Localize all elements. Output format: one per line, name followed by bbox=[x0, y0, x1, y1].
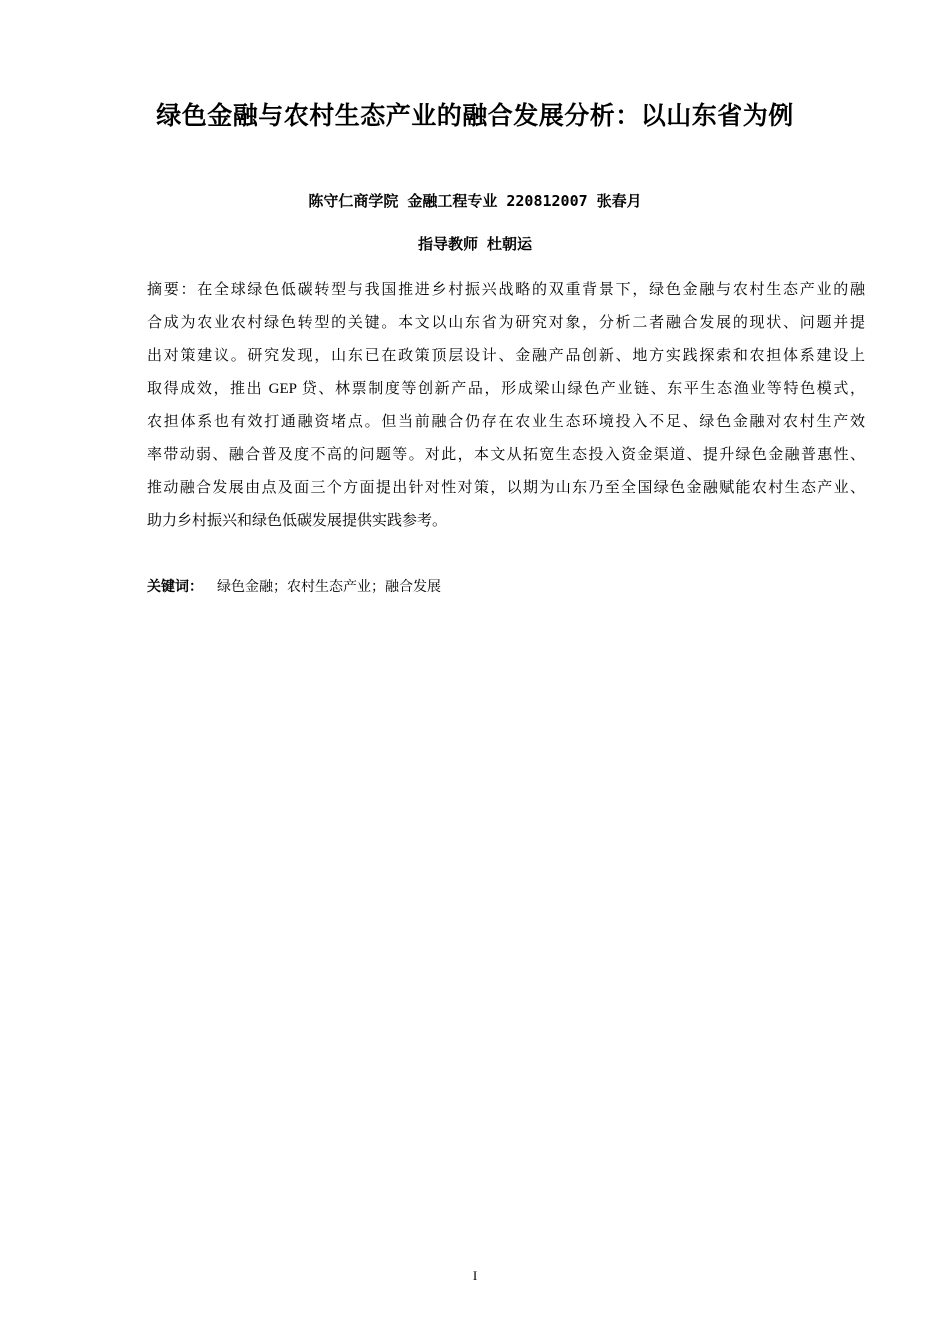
paper-title: 绿色金融与农村生态产业的融合发展分析：以山东省为例 bbox=[156, 101, 794, 130]
advisor-line: 指导教师 杜朝运 bbox=[417, 235, 533, 253]
keywords-text: 绿色金融；农村生态产业；融合发展 bbox=[217, 579, 441, 595]
abstract-line: 推动融合发展由点及面三个方面提出针对性对策，以期为山东乃至全国绿色金融赋能农村生态产业、 bbox=[147, 480, 865, 496]
author-line: 陈守仁商学院 金融工程专业 220812007 张春月 bbox=[308, 192, 642, 210]
abstract-line: 取得成效，推出 GEP 贷、林票制度等创新产品，形成梁山绿色产业链、东平生态渔业等特色模式， bbox=[147, 381, 865, 397]
keywords-section bbox=[147, 575, 865, 599]
abstract-line: 合成为农业农村绿色转型的关键。本文以山东省为研究对象，分析二者融合发展的现状、问题并提 bbox=[147, 315, 865, 331]
keywords-label: 关键词： bbox=[147, 579, 203, 595]
abstract-line: 出对策建议。研究发现，山东已在政策顶层设计、金融产品创新、地方实践探索和农担体系建设上 bbox=[147, 348, 865, 364]
abstract-paragraph bbox=[147, 274, 865, 538]
abstract-line: 摘要：在全球绿色低碳转型与我国推进乡村振兴战略的双重背景下，绿色金融与农村生态产业的融 bbox=[147, 282, 865, 298]
page-number: I bbox=[472, 1268, 478, 1283]
abstract-line: 率带动弱、融合普及度不高的问题等。对此，本文从拓宽生态投入资金渠道、提升绿色金融普惠性、 bbox=[147, 447, 865, 463]
abstract-line: 助力乡村振兴和绿色低碳发展提供实践参考。 bbox=[147, 513, 448, 529]
abstract-line: 农担体系也有效打通融资堵点。但当前融合仍存在农业生态环境投入不足、绿色金融对农村生产效 bbox=[147, 414, 865, 430]
